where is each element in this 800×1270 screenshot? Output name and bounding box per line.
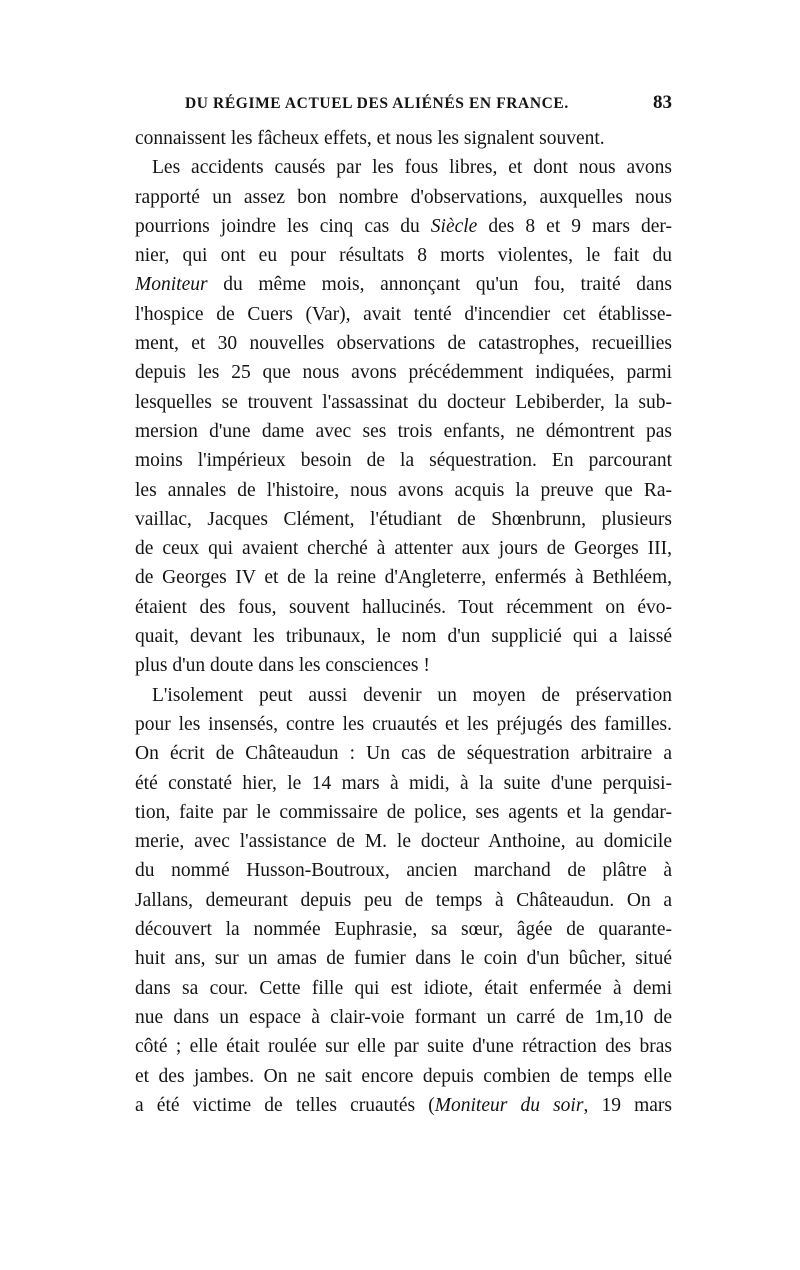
text-line: de Georges IV et de la reine d'Angleterre, enfermés à Bethléem, — [135, 567, 672, 589]
text-line: du nommé Husson-Boutroux, ancien marchand de plâtre à — [135, 860, 672, 882]
text-line: connaissent les fâcheux effets, et nous les signalent souvent. — [135, 128, 605, 149]
text-line: nue dans un espace à clair-voie formant un carré de 1m,10 de — [135, 1006, 672, 1028]
text-fragment: , 19 mars — [583, 1094, 672, 1116]
text-fragment: des 8 et 9 mars der- — [488, 215, 672, 237]
text-line — [135, 1091, 672, 1120]
text-line: tion, faite par le commissaire de police, ses agents et la gendar- — [135, 801, 672, 823]
text-line: été constaté hier, le 14 mars à midi, à la suite d'une perquisi- — [135, 772, 672, 794]
text-line: et des jambes. On ne sait encore depuis combien de temps elle — [135, 1065, 672, 1087]
text-line: quait, devant les tribunaux, le nom d'un supplicié qui a laissé — [135, 626, 672, 648]
text-line: moins l'impérieux besoin de la séquestration. En parcourant — [135, 450, 672, 472]
body-text — [135, 124, 672, 1120]
text-line: Jallans, demeurant depuis peu de temps à Châteaudun. On a — [135, 889, 672, 911]
text-line: merie, avec l'assistance de M. le docteur Anthoine, au domicile — [135, 831, 672, 853]
text-line: l'hospice de Cuers (Var), avait tenté d'incendier cet établisse- — [135, 303, 672, 325]
paragraph-last-line: plus d'un doute dans les consciences ! — [135, 655, 430, 677]
text-line: On écrit de Châteaudun : Un cas de séquestration arbitraire a — [135, 743, 672, 765]
text-line: rapporté un assez bon nombre d'observations, auxquelles nous — [135, 186, 672, 208]
text-fragment: a été victime de telles cruautés ( — [135, 1094, 435, 1116]
page-number: 83 — [653, 92, 672, 113]
running-head — [135, 92, 672, 125]
italic-source: Moniteur du soir — [434, 1094, 584, 1116]
text-line — [135, 212, 672, 241]
text-line — [135, 270, 672, 299]
running-title: DU RÉGIME ACTUEL DES ALIÉNÉS EN FRANCE. — [185, 95, 569, 112]
text-line: huit ans, sur un amas de fumier dans le coin d'un bûcher, situé — [135, 948, 672, 970]
text-line: côté ; elle était roulée sur elle par suite d'une rétraction des bras — [135, 1036, 672, 1058]
italic-title: Siècle — [430, 215, 478, 237]
text-line: mersion d'une dame avec ses trois enfants, ne démontrent pas — [135, 420, 672, 442]
text-line: vaillac, Jacques Clément, l'étudiant de Shœnbrunn, plusieurs — [135, 508, 672, 530]
text-line: les annales de l'histoire, nous avons acquis la preuve que Ra- — [135, 479, 672, 501]
text-line: depuis les 25 que nous avons précédemment indiquées, parmi — [135, 362, 672, 384]
text-fragment: pourrions joindre les cinq cas du — [135, 215, 420, 237]
text-line: lesquelles se trouvent l'assassinat du docteur Lebiberder, la sub- — [135, 391, 672, 413]
paragraph-first-line: L'isolement peut aussi devenir un moyen de préservation — [152, 684, 672, 706]
italic-title: Moniteur — [135, 274, 208, 296]
text-line: découvert la nommée Euphrasie, sa sœur, âgée de quarante- — [135, 919, 672, 941]
text-line: pour les insensés, contre les cruautés et les préjugés des familles. — [135, 713, 672, 735]
text-line: de ceux qui avaient cherché à attenter aux jours de Georges III, — [135, 538, 672, 560]
text-line: ment, et 30 nouvelles observations de catastrophes, recueillies — [135, 333, 672, 355]
paragraph-first-line: Les accidents causés par les fous libres, et dont nous avons — [152, 157, 672, 179]
text-line: dans sa cour. Cette fille qui est idiote, était enfermée à demi — [135, 977, 672, 999]
text-line: étaient des fous, souvent hallucinés. Tout récemment on évo- — [135, 596, 672, 618]
text-line: nier, qui ont eu pour résultats 8 morts violentes, le fait du — [135, 245, 672, 267]
text-fragment: du même mois, annonçant qu'un fou, traité dans — [223, 274, 672, 296]
